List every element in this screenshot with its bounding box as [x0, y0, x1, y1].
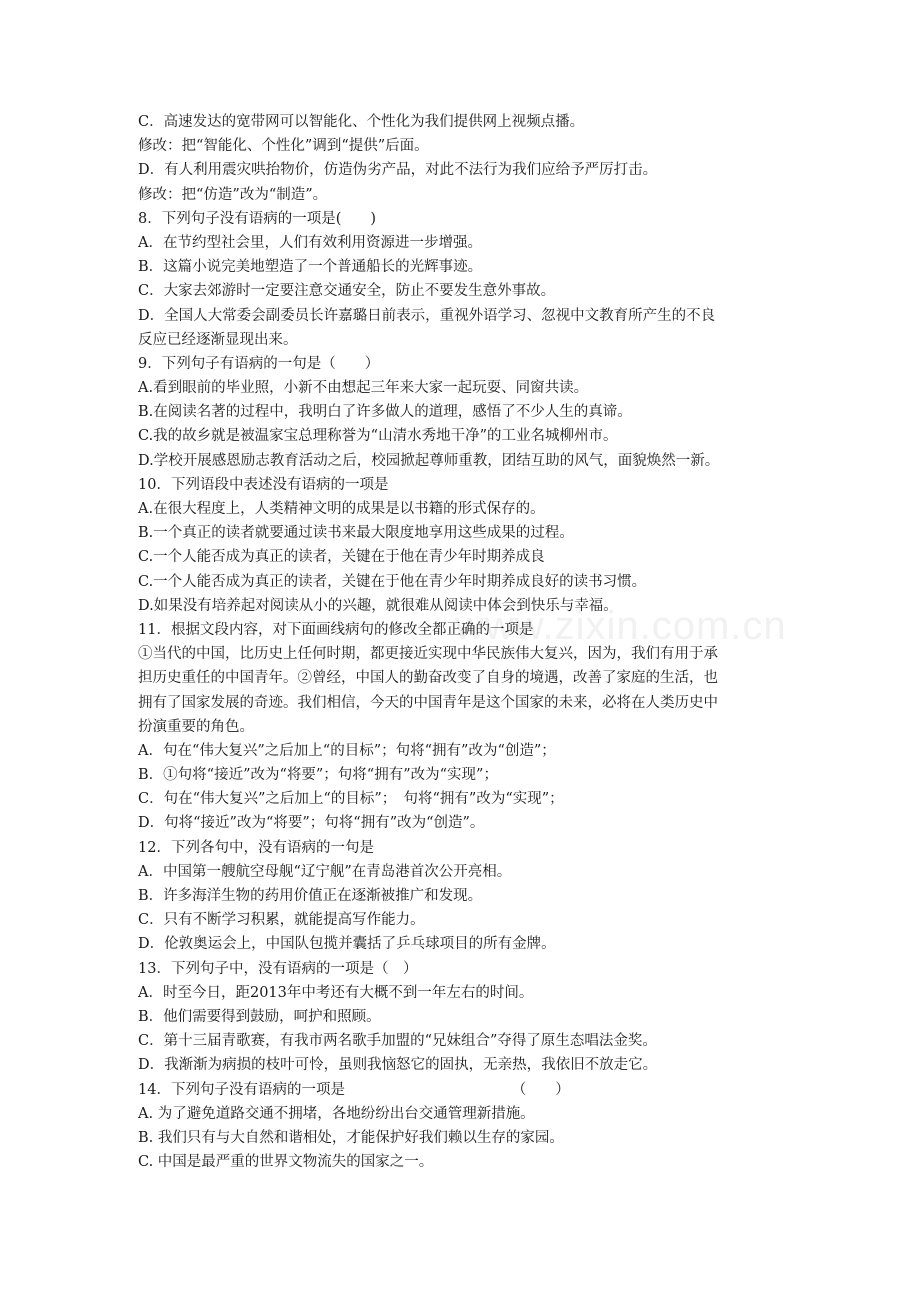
option-line: A．在节约型社会里，人们有效利用资源进一步增强。 [138, 234, 482, 251]
option-line: B．许多海洋生物的药用价值正在逐渐被推广和发现。 [138, 888, 483, 904]
option-line: C.一个人能否成为真正的读者，关键在于他在青少年时期养成良 [138, 549, 545, 566]
option-line: C．只有不断学习积累，就能提高写作能力。 [138, 912, 425, 929]
document-body [138, 110, 788, 1174]
option-line: D．全国人大常委会副委员长许嘉璐日前表示，重视外语学习、忽视中文教育所产生的不良 [138, 307, 716, 324]
option-line: C.一个人能否成为真正的读者，关键在于他在青少年时期养成良好的读书习惯。 [138, 573, 647, 590]
option-line: A．句在“伟大复兴”之后加上“的目标”；句将“拥有”改为“创造”； [138, 742, 556, 759]
option-line: B.在阅读名著的过程中，我明白了许多做人的道理，感悟了不少人生的真谛。 [138, 404, 632, 421]
question-heading: 12．下列各句中，没有语病的一句是 [138, 839, 374, 856]
option-line: A.看到眼前的毕业照，小新不由想起三年来大家一起玩耍、同窗共读。 [138, 380, 589, 397]
option-line: A.在很大程度上，人类精神文明的成果是以书籍的形式保存的。 [138, 501, 545, 517]
passage-line: 扮演重要的角色。 [138, 718, 254, 735]
question-heading: 8．下列句子没有语病的一项是( ) [138, 210, 377, 227]
passage-line: 担历史重任的中国青年。②曾经，中国人的勤奋改变了自身的境遇，改善了家庭的生活，也 [138, 670, 718, 687]
option-line: D.学校开展感恩励志教育活动之后，校园掀起尊师重教，团结互助的风气，面貌焕然一新。 [138, 452, 720, 469]
watermark: www.zixin.com.cn [455, 604, 787, 648]
option-line: B.一个真正的读者就要通过读书来最大限度地享用这些成果的过程。 [138, 525, 574, 542]
option-line: D．伦敦奥运会上，中国队包揽并囊括了乒乓球项目的所有金牌。 [138, 936, 556, 953]
option-line: A．中国第一艘航空母舰“辽宁舰”在青岛港首次公开亮相。 [138, 863, 512, 880]
text-line: 修改：把“智能化、个性化”调到“提供”后面。 [138, 138, 429, 155]
text-line: D．有人利用震灾哄抬物价，仿造伪劣产品，对此不法行为我们应给予严厉打击。 [138, 162, 658, 179]
option-line: D．我渐渐为病损的枝叶可怜，虽则我恼怒它的固执，无亲热，我依旧不放走它。 [138, 1057, 658, 1074]
question-heading: 11．根据文段内容，对下面画线病句的修改全都正确的一项是 [138, 621, 534, 638]
text-line: 修改：把“仿造”改为“制造”。 [138, 186, 328, 203]
option-line: C．大家去郊游时一定要注意交通安全，防止不要发生意外事故。 [138, 283, 556, 300]
passage-line: 拥有了国家发展的奇迹。我们相信，今天的中国青年是这个国家的未来，必将在人类历史中 [138, 694, 718, 711]
option-line: C．第十三届青歌赛，有我市两名歌手加盟的“兄妹组合”夺得了原生态唱法金奖。 [138, 1033, 657, 1050]
option-line: C. 中国是最严重的世界文物流失的国家之一。 [138, 1154, 434, 1171]
passage-line: ①当代的中国，比历史上任何时期，都更接近实现中华民族伟大复兴，因为，我们有用于承 [138, 646, 718, 663]
question-heading: 9．下列句子有语病的一句是（ ） [138, 355, 380, 372]
option-line: B. 我们只有与大自然和谐相处，才能保护好我们赖以生存的家园。 [138, 1129, 564, 1146]
text-line: C．高速发达的宽带网可以智能化、个性化为我们提供网上视频点播。 [138, 114, 585, 130]
option-line: B．这篇小说完美地塑造了一个普通船长的光辉事迹。 [138, 259, 483, 276]
option-line: C．句在“伟大复兴”之后加上“的目标”； 句将“拥有”改为“实现”； [138, 791, 564, 808]
option-line: A. 为了避免道路交通不拥堵，各地纷纷出台交通管理新措施。 [138, 1105, 535, 1122]
option-line: A．时至今日，距2013年中考还有大概不到一年左右的时间。 [138, 984, 534, 1001]
option-line: B．他们需要得到鼓励，呵护和照顾。 [138, 1008, 381, 1025]
question-heading: 13．下列句子中，没有语病的一项是（ ） [138, 960, 418, 977]
question-heading: 14．下列句子没有语病的一项是 （ ） [138, 1081, 570, 1098]
option-line: D．句将“接近”改为“将要”；句将“拥有”改为“创造”。 [138, 815, 485, 832]
question-heading: 10．下列语段中表述没有语病的一项是 [138, 476, 389, 493]
option-line: 反应已经逐渐显现出来。 [138, 331, 298, 348]
option-line: D.如果没有培养起对阅读从小的兴趣，就很难从阅读中体会到快乐与幸福。 [138, 597, 618, 614]
option-line: B．①句将“接近”改为“将要”；句将“拥有”改为“实现”； [138, 767, 498, 784]
option-line: C.我的故乡就是被温家宝总理称誉为“山清水秀地干净”的工业名城柳州市。 [138, 428, 618, 445]
